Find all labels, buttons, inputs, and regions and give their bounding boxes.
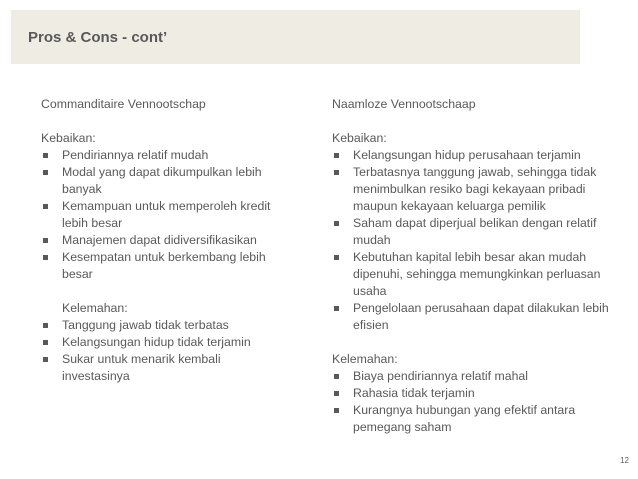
square-bullet-icon [334,391,339,396]
list-item: Pendiriannya relatif mudah [41,147,291,164]
list-item: Kesempatan untuk berkembang lebih besar [41,249,291,283]
left-disadvantages-list [41,317,291,385]
right-advantages-list [332,147,617,334]
list-item: Biaya pendiriannya relatif mahal [332,368,617,385]
square-bullet-icon [334,374,339,379]
left-advantages-label: Kebaikan: [41,131,96,145]
right-column [332,96,617,436]
page-number: 12 [620,456,629,465]
list-item: Kurangnya hubungan yang efektif antara pemegang saham [332,402,617,436]
list-item: Terbatasnya tanggung jawab, sehingga tidak menimbulkan resiko bagi kekayaan pribadi maupun kekayaan keluarga pemilik [332,164,617,215]
right-column-heading: Naamloze Vennootschaap [332,97,476,111]
square-bullet-icon [43,340,48,345]
right-disadvantages-label: Kelemahan: [332,352,398,366]
square-bullet-icon [43,238,48,243]
square-bullet-icon [334,153,339,158]
square-bullet-icon [334,408,339,413]
square-bullet-icon [43,323,48,328]
square-bullet-icon [334,170,339,175]
list-item: Sukar untuk menarik kembali investasinya [41,351,291,385]
list-item: Saham dapat diperjual belikan dengan relatif mudah [332,215,617,249]
square-bullet-icon [43,153,48,158]
right-disadvantages-list [332,368,617,436]
square-bullet-icon [334,306,339,311]
list-item: Kemampuan untuk memperoleh kredit lebih besar [41,198,291,232]
square-bullet-icon [43,255,48,260]
list-item: Tanggung jawab tidak terbatas [41,317,291,334]
square-bullet-icon [43,204,48,209]
title-bar [11,10,580,64]
list-item: Kelangsungan hidup tidak terjamin [41,334,291,351]
square-bullet-icon [43,170,48,175]
list-item: Pengelolaan perusahaan dapat dilakukan lebih efisien [332,300,617,334]
slide-title: Pros & Cons - cont’ [28,29,168,46]
list-item: Kelangsungan hidup perusahaan terjamin [332,147,617,164]
left-disadvantages-label: Kelemahan: [62,301,128,315]
left-column-heading: Commanditaire Vennootschap [41,97,206,111]
list-item: Modal yang dapat dikumpulkan lebih banyak [41,164,291,198]
list-item: Manajemen dapat didiversifikasikan [41,232,291,249]
list-item: Rahasia tidak terjamin [332,385,617,402]
list-item: Kebutuhan kapital lebih besar akan mudah dipenuhi, sehingga memungkinkan perluasan usaha [332,249,617,300]
square-bullet-icon [43,357,48,362]
square-bullet-icon [334,221,339,226]
left-advantages-list [41,147,291,283]
square-bullet-icon [334,255,339,260]
left-column [41,96,291,385]
right-advantages-label: Kebaikan: [332,131,387,145]
